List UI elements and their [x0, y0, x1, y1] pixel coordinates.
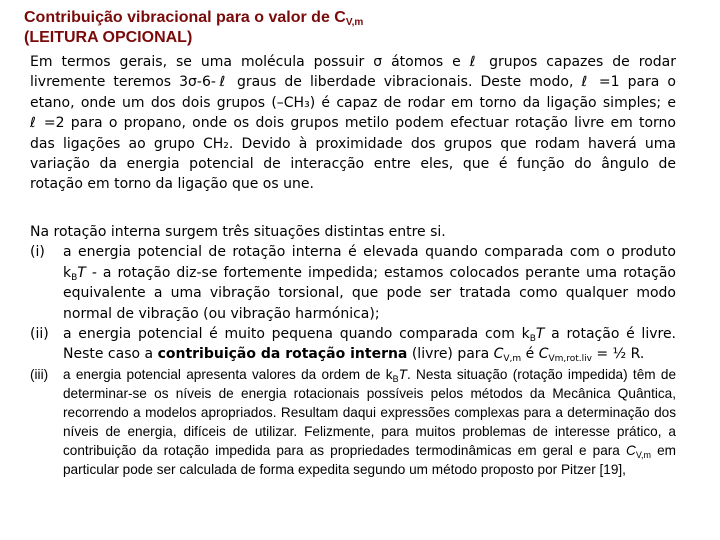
- item-text: é: [521, 346, 539, 363]
- title-text: Contribuição vibracional para o valor de C: [24, 9, 346, 26]
- item-text: a rotação é livre. Neste caso a: [63, 326, 677, 363]
- intro-sentence: Na rotação interna surgem três situações distintas entre si.: [30, 224, 446, 240]
- paragraph-line: ℓ =2 para o propano, onde os dois grupos metilo podem efectuar rotação livre em torno: [30, 115, 676, 132]
- item-subscript: B: [392, 373, 399, 384]
- item-text: a energia potencial é muito pequena quando comparada com k: [63, 326, 530, 343]
- item-text: (livre) para: [407, 346, 494, 363]
- list-item-i: [30, 242, 676, 324]
- paragraph-internal-rotation: [30, 222, 676, 479]
- item-italic: T: [535, 326, 545, 343]
- item-subscript: V,m: [503, 354, 522, 365]
- title-subscript: V,m: [345, 17, 364, 28]
- paragraph-line: etano, onde um dos dois grupos (–CH₃) é capaz de rodar em torno da ligação simples; e: [30, 94, 676, 111]
- item-text: a energia potencial apresenta valores da ordem de k: [63, 366, 393, 382]
- item-bold: contribuição da rotação interna: [157, 346, 408, 363]
- paragraph-line: Em termos gerais, se uma molécula possuir σ átomos e ℓ grupos capazes de rodar: [30, 54, 676, 70]
- item-italic: T: [77, 264, 86, 281]
- paragraph-line: das ligações ao grupo CH₂. Devido à proximidade dos grupos que rodam haverá uma: [30, 135, 676, 152]
- paragraph-line: variação da energia potencial de interacção entre eles, que é função do ângulo de: [30, 156, 676, 173]
- item-subscript: V,m: [635, 450, 651, 461]
- list-number: (ii): [30, 326, 49, 343]
- item-text: = ½ R.: [591, 346, 645, 363]
- list-item-ii: [30, 324, 676, 365]
- list-number: (iii): [30, 366, 49, 382]
- title-line-2: (LEITURA OPCIONAL): [24, 29, 193, 46]
- paragraph-line: rotação em torno da ligação que os une.: [30, 176, 314, 193]
- item-subscript: Vm,rot.liv: [548, 354, 592, 365]
- item-text: em particular pode ser calculada de forma expedita segundo um método proposto por Pitzer [19],: [63, 443, 676, 478]
- title-line-1: [24, 8, 363, 28]
- item-italic: C: [625, 443, 636, 459]
- item-text: - a rotação diz-se fortemente impedida; estamos colocados perante uma rotação equivalente a uma vibração torsional, que pode ser tratada como qualquer modo normal de vibração (ou vibração harmónica);: [63, 264, 676, 322]
- item-subscript: B: [529, 334, 536, 345]
- paragraph-line: livremente teremos 3σ-6-ℓ graus de liberdade vibracionais. Deste modo, ℓ =1 para o: [30, 74, 676, 91]
- list-item-iii: [30, 365, 676, 480]
- item-italic: T: [398, 366, 407, 382]
- slide-title: [24, 8, 363, 48]
- list-number: (i): [30, 244, 45, 261]
- paragraph-general: [30, 52, 676, 195]
- item-subscript: B: [71, 272, 78, 283]
- item-italic: C: [493, 346, 504, 363]
- item-italic: C: [538, 346, 549, 363]
- item-text: . Nesta situação (rotação impedida) têm de determinar-se os níveis de energia rotacionais possíveis pelos métodos da Mecânica Quântica, recorrendo a modelos apropriados. Resultam daqui expressões complexas para a determinação dos níveis de energia, difíceis de utilizar. Felizmente, para muitos problemas de interesse prático, a contribuição da rotação impedida para as propriedades termodinâmicas em geral e para: [63, 366, 677, 459]
- item-text: a energia potencial de rotação interna é elevada quando comparada com o produto k: [63, 244, 676, 281]
